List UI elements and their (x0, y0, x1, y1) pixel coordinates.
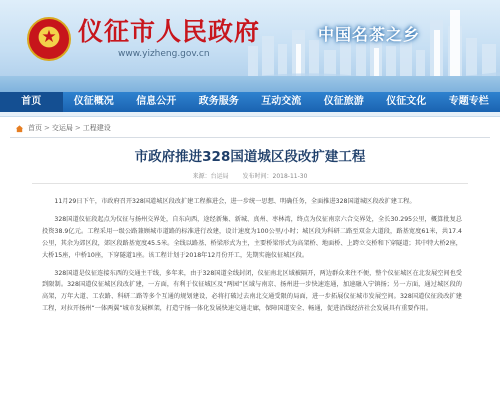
breadcrumb-category[interactable]: 工程建设 (82, 124, 111, 132)
breadcrumb-separator: > (74, 124, 81, 132)
site-title[interactable]: 仪征市人民政府 (78, 17, 261, 46)
site-banner (0, 0, 500, 92)
article-date: 发布时间：2018-11-30 (242, 173, 308, 180)
nav-item-special-topics[interactable]: 专题专栏 (448, 96, 489, 107)
banner-slogan: 中国名茶之乡 (318, 25, 421, 44)
article-paragraph: 328国道仪征段起点为仪征与扬州交界处，自东向西，途经新集、新城、真州、枣林湾，终点为仪征南京六合交界处，全长30.295公里，概算批复总投资38.9亿元。工程采用一级公路兼顾城市道路的标准进行改建，设计速度为100公里/小时；城区段为科研二路至双金大道段，路基宽度61米，共17.4公里，其余为郊区段，郊区段路基宽度45.5米。全线以路基、桥梁形式为主，主要桥梁形式为高架桥、地面桥、上跨立交桥和下穿隧道；其中特大桥2座，大桥15座，中桥10座，下穿隧道1座。该工程计划于2018年12月份开工，先期实施仪征城区段。 (42, 215, 462, 259)
article-paragraph: 328国道是仪征连接东西的交通主干线，多年来，由于328国道全线封闭，仪征南北区域被隔开，两边群众来往不便，整个仪征城区在北发展空间也受到限制。328国道仪征城区段改扩建，一方面，有利于仪征城区及“两园”区域与南京、扬州进一步快速连通，加速融入宁镇扬；另一方面，通过城区段的高架，万年大道、工农路、科研二路等多个互通的规划建设，必将打破过去南北交通受限的局面，进一步拓展仪征城市发展空间。328国道仪征段改扩建工程，对拉开扬州“一体两翼”城市发展框架，打造宁扬一体化发展快速交通走廊，保障国道安全、畅通，促进沿线经济社会发展具有重要作用。 (42, 269, 462, 313)
national-emblem-icon (27, 17, 71, 61)
nav-item-tourism[interactable]: 仪征旅游 (323, 96, 364, 107)
article-source: 来源：台运局 (192, 173, 229, 180)
nav-item-home[interactable]: 首页 (0, 92, 63, 112)
home-icon (15, 124, 24, 133)
article-meta (0, 171, 500, 180)
article-body (42, 196, 462, 321)
breadcrumb-divider (10, 137, 490, 138)
nav-item-info-disclosure[interactable]: 信息公开 (136, 96, 177, 107)
main-nav (0, 92, 500, 112)
breadcrumb-home[interactable]: 首页 (28, 124, 42, 132)
nav-item-gov-services[interactable]: 政务服务 (198, 96, 239, 107)
article-divider (32, 183, 468, 184)
breadcrumb-separator: > (44, 124, 50, 132)
breadcrumb (15, 121, 111, 135)
article-title: 市政府推进328国道城区段改扩建工程 (134, 149, 366, 165)
nav-item-interaction[interactable]: 互动交流 (261, 96, 302, 107)
article-paragraph: 11月29日下午，市政府召开328国道城区段改扩建工程推进会，进一步统一思想、明确任务，全面推进328国道城区段改扩建工程。 (54, 198, 416, 205)
site-url: www.yizheng.gov.cn (118, 49, 210, 59)
nav-item-overview[interactable]: 仪征概况 (73, 96, 114, 107)
nav-item-culture[interactable]: 仪征文化 (386, 96, 427, 107)
water-strip (0, 76, 500, 92)
nav-sub-bar (0, 112, 500, 117)
breadcrumb-department[interactable]: 交运局 (51, 124, 73, 132)
